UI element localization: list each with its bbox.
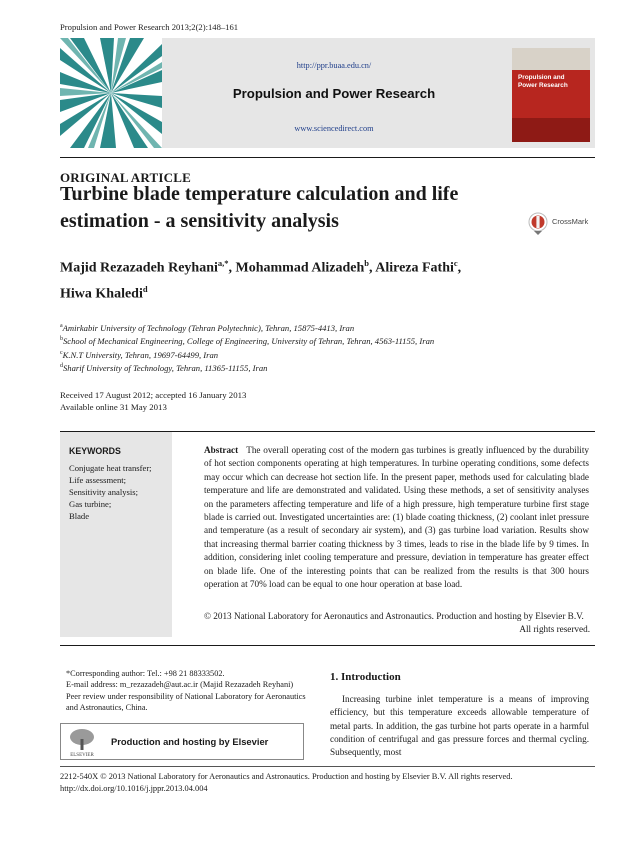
footnotes [60, 668, 306, 713]
article-type: ORIGINAL ARTICLE [60, 170, 191, 185]
crossmark-badge[interactable] [528, 211, 600, 235]
keywords-heading: KEYWORDS [69, 446, 121, 456]
abstract [204, 444, 589, 591]
introduction-text: Increasing turbine inlet temperature is a means of improving efficiency, but this temperature exceeds allowable temperature of metal parts. In addition, the gas turbine hot parts operate in a harmful condition of centrifugal and gas pressure forces and thermal cycling. Subsequently, most [330, 694, 589, 758]
affiliation [60, 334, 580, 347]
corresponding-author-note: *Corresponding author: Tel.: +98 21 88333502. [66, 669, 225, 678]
elsevier-tree-icon [65, 727, 99, 757]
issn-line: 2212-540X © 2013 National Laboratory for Aeronautics and Astronautics. Production and hosting by Elsevier B.V. All rights reserved. [60, 772, 513, 781]
affiliation-mark: c [60, 349, 63, 356]
author-affil-mark: d [142, 283, 148, 294]
peer-review-note: Peer review under responsibility of National Laboratory for Aeronautics and Astronautics, China. [66, 691, 306, 712]
received-date: Received 17 August 2012; accepted 16 January 2013 [60, 390, 247, 400]
elsevier-logo-text: ELSEVIER [70, 753, 94, 757]
author-affil-mark: c [453, 258, 458, 268]
affiliation-text: Amirkabir University of Technology (Tehran Polytechnic), Tehran, 15875-4413, Iran [62, 322, 355, 333]
journal-header [60, 38, 595, 148]
affiliation-mark: a [60, 323, 63, 329]
journal-logo-graphic [60, 38, 162, 148]
affiliation [60, 348, 580, 361]
abstract-rights: All rights reserved. [519, 624, 590, 634]
cover-title: Propulsion and Power Research [518, 74, 568, 89]
article-dates [60, 389, 246, 413]
affiliation-text: School of Mechanical Engineering, College of Engineering, University of Tehran, Tehran, 4563-11155, Iran [63, 336, 435, 347]
author-name: Hiwa Khaledi [60, 286, 143, 302]
keywords-list [69, 462, 169, 522]
affiliation-text: Sharif University of Technology, Tehran, 11365-11155, Iran [63, 362, 268, 373]
elsevier-hosting-box [60, 723, 304, 760]
abstract-text: The overall operating cost of the modern gas turbines is greatly influenced by the durability of hot section components operating at high temperatures. In turbine operating conditions, some defects may occur which can decrease hot section life. In the present paper, methods used for calculating blade temperature and life are demonstrated and validated. Using these methods, a set of sensitivity analyses on the parameters affecting temperature and life of a high pressure, high temperature turbine first stage blade is carried out. Investigated uncertainties are: (1) blade coating thickness, (2) coolant inlet pressure and temperature (as a result of secondary air system), and (3) gas turbine load variation. Results show that increasing thermal barrier coating thickness by 3 times, leads to rise in the blade life by 9 times. In addition, considering inlet cooling temperature and pressure, deviation in temperature has greater effect on blade life. One of the interesting points that can be realized from the results is that 300 hours operation at 70% load can be equal to one hour operation at base load. [204, 445, 589, 590]
author-affil-mark: b [364, 258, 369, 268]
article-title: Turbine blade temperature calculation and life estimation - a sensitivity analysis [60, 183, 459, 232]
journal-reference: Propulsion and Power Research 2013;2(2):148–161 [60, 22, 239, 32]
journal-header-center [162, 38, 506, 148]
online-date: Available online 31 May 2013 [60, 402, 167, 412]
abstract-copyright: © 2013 National Laboratory for Aeronautics and Astronautics. Production and hosting by Elsevier B.V. [204, 611, 584, 621]
section-heading-introduction: 1. Introduction [330, 671, 401, 683]
journal-logo [60, 38, 162, 148]
affiliation [60, 361, 580, 374]
abstract-bottom-divider [60, 645, 595, 646]
bottom-metadata [60, 771, 513, 794]
journal-title: Propulsion and Power Research [232, 86, 436, 101]
author-separator: , [457, 260, 462, 276]
email-note: E-mail address: m_rezazadeh@aut.ac.ir (Majid Rezazadeh Reyhani) [66, 680, 294, 690]
crossmark-icon [528, 211, 548, 235]
author-name: Alireza Fathi [375, 260, 454, 276]
keyword-item: Gas turbine; [69, 499, 112, 509]
affiliation-text: K.N.T University, Tehran, 19697-64499, Iran [62, 349, 219, 360]
keyword-item: Conjugate heat transfer; [69, 463, 152, 473]
cover-top-strip [512, 48, 590, 70]
header-divider [60, 157, 595, 158]
affiliation-mark: b [60, 336, 63, 343]
author-separator: , [228, 260, 236, 276]
abstract-label: Abstract [204, 445, 239, 455]
affiliation-mark: d [60, 363, 63, 370]
affiliation-list [60, 321, 580, 374]
keyword-item: Blade [69, 511, 90, 521]
sciencedirect-link[interactable]: www.sciencedirect.com [294, 124, 374, 133]
cover-bottom-band [512, 118, 590, 142]
affiliation [60, 321, 580, 334]
doi-link[interactable]: http://dx.doi.org/10.1016/j.jppr.2013.04.004 [60, 783, 208, 793]
keyword-item: Life assessment; [69, 475, 127, 485]
author-name: Mohammad Alizadeh [235, 260, 365, 276]
keyword-item: Sensitivity analysis; [69, 487, 138, 497]
elsevier-hosting-label: Production and hosting by Elsevier [111, 736, 269, 747]
author-affil-mark: a,* [217, 258, 229, 268]
crossmark-label: CrossMark [552, 217, 589, 226]
author-name: Majid Rezazadeh Reyhani [60, 260, 218, 276]
bottom-divider [60, 766, 595, 767]
journal-cover-image [512, 48, 590, 142]
author-list [60, 253, 580, 304]
keywords-box [60, 432, 172, 637]
author-separator: , [368, 260, 376, 276]
journal-url-link[interactable]: http://ppr.buaa.edu.cn/ [296, 61, 372, 70]
